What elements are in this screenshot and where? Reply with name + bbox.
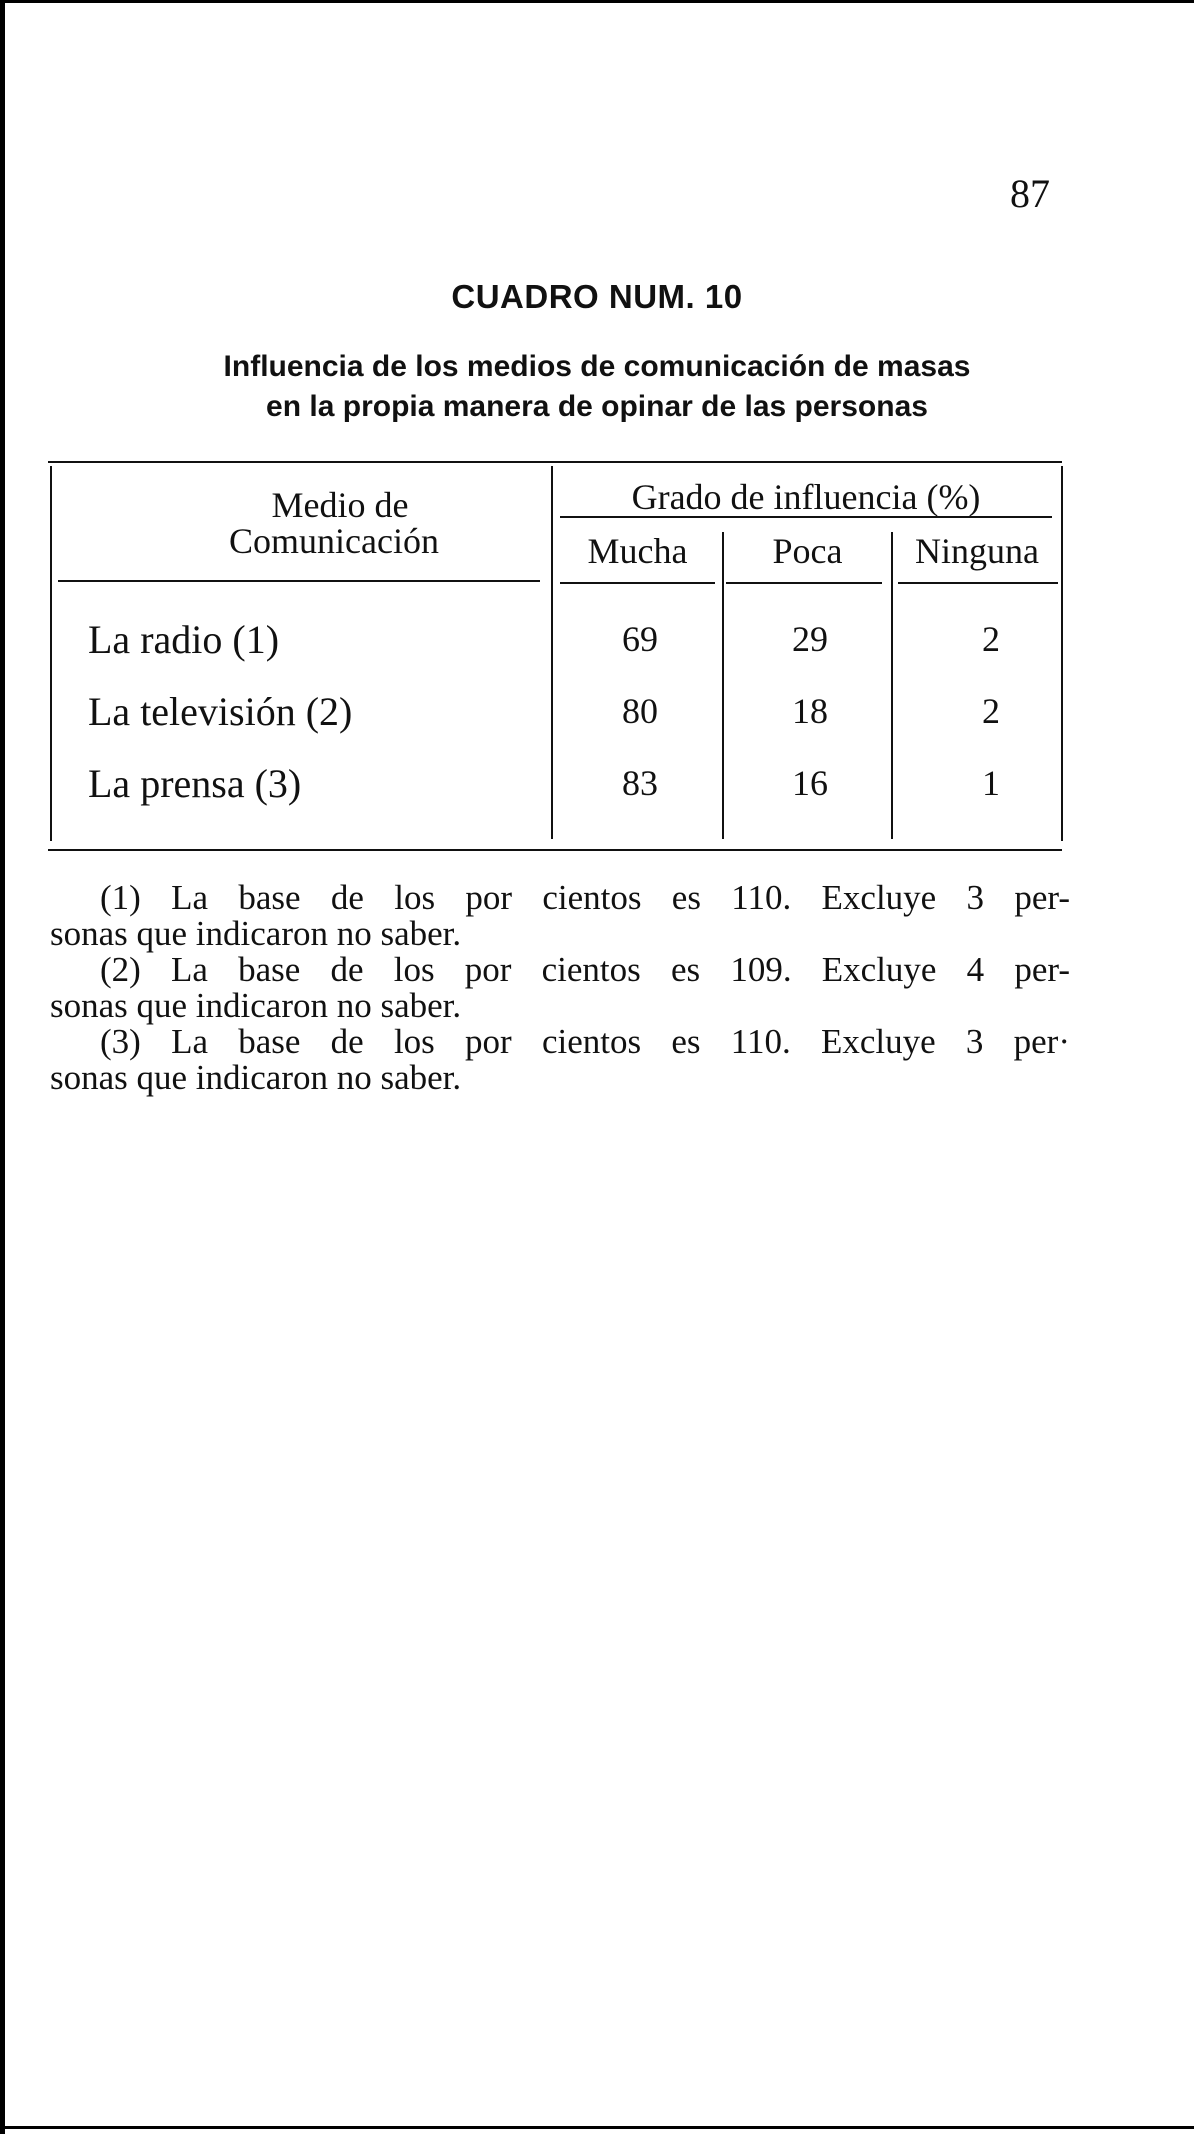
footnote-2-line-2: sonas que indicaron no saber.: [50, 986, 462, 1025]
cell-prensa-ninguna: 1: [982, 763, 1000, 803]
group-header: Grado de influencia (%): [631, 477, 981, 517]
column-header-ninguna: Ninguna: [915, 531, 1039, 571]
footnote-1-line-1: (1) La base de los por cientos es 110. Excluye 3 per-: [100, 878, 1070, 917]
column-header-mucha: Mucha: [587, 531, 688, 571]
cell-prensa-poca: 16: [792, 763, 828, 803]
footnote-1: [50, 880, 1070, 952]
table-subtitle-line-1: Influencia de los medios de comunicación de masas: [223, 350, 971, 383]
page-top-edge: [0, 0, 1194, 3]
header-underline-ninguna: [898, 582, 1058, 584]
page-bottom-edge: [0, 2126, 1194, 2129]
table-left-rule: [50, 466, 52, 841]
table-subtitle-line-2: en la propia manera de opinar de las personas: [266, 390, 928, 423]
footnote-1-line-2: sonas que indicaron no saber.: [50, 914, 462, 953]
header-underline-mucha: [560, 582, 715, 584]
footnote-3-line-1: (3) La base de los por cientos es 110. Excluye 3 per·: [100, 1022, 1070, 1061]
cell-television-ninguna: 2: [982, 691, 1000, 731]
row-label-prensa: La prensa (3): [88, 761, 302, 806]
row-label-television: La televisión (2): [88, 689, 353, 734]
footnote-3: [50, 1024, 1070, 1096]
cell-radio-ninguna: 2: [982, 619, 1000, 659]
header-underline-label: [58, 580, 540, 582]
column-divider-poca: [891, 532, 893, 839]
page-number: 87: [1010, 171, 1050, 216]
column-divider-mucha: [722, 532, 724, 839]
cell-prensa-mucha: 83: [622, 763, 658, 803]
header-underline-poca: [726, 582, 882, 584]
table-top-rule: [48, 461, 1062, 463]
cell-radio-poca: 29: [792, 619, 828, 659]
footnote-3-line-2: sonas que indicaron no saber.: [50, 1058, 462, 1097]
cell-television-mucha: 80: [622, 691, 658, 731]
page-left-edge: [0, 0, 5, 2134]
footnote-2-line-1: (2) La base de los por cientos es 109. Excluye 4 per-: [100, 950, 1070, 989]
row-header-line-2: Comunicación: [229, 521, 439, 561]
table-title: CUADRO NUM. 10: [451, 278, 743, 315]
column-header-poca: Poca: [772, 531, 843, 571]
cell-television-poca: 18: [792, 691, 828, 731]
table-right-rule: [1061, 466, 1063, 841]
table-bottom-rule: [48, 849, 1062, 851]
row-label-radio: La radio (1): [88, 617, 280, 662]
row-header-line-1: Medio de: [271, 485, 409, 525]
footnote-2: [50, 952, 1070, 1024]
cell-radio-mucha: 69: [622, 619, 658, 659]
